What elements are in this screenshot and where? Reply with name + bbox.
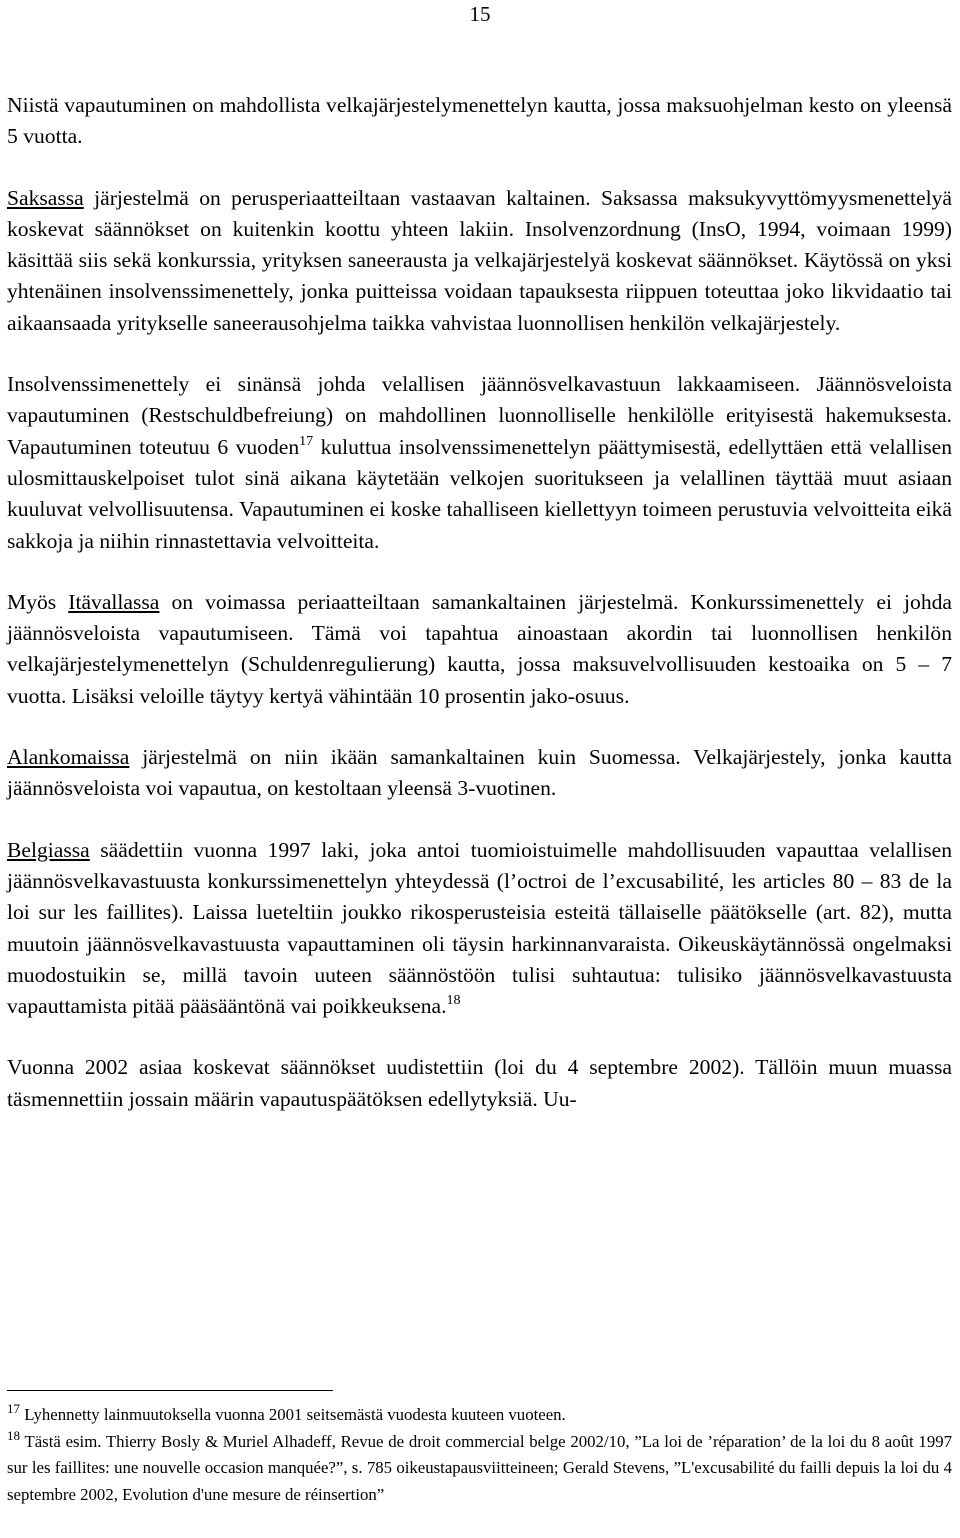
paragraph-residual-debt-text-b: kuluttua insolvenssimenettelyn päättymisestä, edellyttäen että velallisen ulosmittauskelpoiset tulot sinä aikana käytetään velkojen suoritukseen ja velallinen täyttää muut asiaan kuuluvat velvollisuutensa. Vapautuminen ei koske tahalliseen kiellettyyn toimeen perustuvia velvoitteita eikä sakkoja ja niihin rinnastettavia velvoitteita. [7, 434, 952, 553]
country-austria: Itävallassa [68, 589, 160, 614]
document-body [7, 90, 952, 1115]
paragraph-germany [7, 183, 952, 339]
paragraph-netherlands-text: järjestelmä on niin ikään samankaltainen kuin Suomessa. Velkajärjestely, jonka kautta jäännösveloista voi vapautua, on kestoltaan yleensä 3-vuotinen. [7, 745, 952, 801]
country-belgium: Belgiassa [7, 837, 90, 862]
paragraph-austria [7, 587, 952, 712]
footnote-ref-18: 18 [446, 993, 461, 1009]
footnote-number: 18 [7, 1427, 20, 1443]
paragraph-belgium-text: säädettiin vuonna 1997 laki, joka antoi tuomioistuimelle mahdollisuuden vapauttaa velallisen jäännösvelkavastuusta konkurssimenettelyn yhteydessä (l’octroi de l’excusabilité, les articles 80 – 83 de la loi sur les faillites). Laissa lueteltiin joukko rikosperusteisia esteitä tällaiselle päätökselle (art. 82), mutta muutoin jäännösvelkavastuusta vapauttaminen oli täysin harkinnanvaraista. Oikeuskäytännössä ongelmaksi muodostuikin se, millä tavoin uuteen säännöstöön tulisi suhtautua: tulisiko jäännösvelkavastuusta vapauttamista pitää pääsääntönä vai poikkeuksena. [7, 837, 952, 1019]
footnotes [7, 1402, 952, 1508]
footnote-number: 17 [7, 1401, 20, 1416]
footnote-separator [7, 1390, 333, 1391]
country-germany: Saksassa [7, 185, 84, 210]
country-netherlands: Alankomaissa [7, 745, 130, 770]
footnote-17 [7, 1402, 952, 1429]
paragraph-2002-reform: Vuonna 2002 asiaa koskevat säännökset uudistettiin (loi du 4 septembre 2002). Tällöin muun muassa täsmennettiin jossain määrin vapautuspäätöksen edellytyksiä. Uu- [7, 1055, 952, 1111]
footnote-text: Tästä esim. Thierry Bosly & Muriel Alhadeff, Revue de droit commercial belge 2002/10, ”La loi de ’réparation’ de la loi du 8 août 1997 sur les faillites: une nouvelle occasion manquée?”, s. 785 oikeustapausviitteineen; Gerald Stevens, ”L'excusabilité du failli depuis la loi du 4 septembre 2002, Evolution d'une mesure de réinsertion” [7, 1431, 952, 1504]
paragraph-residual-debt-text-a: Insolvenssimenettely ei sinänsä johda velallisen jäännösvelkavastuun lakkaamiseen. Jäännösveloista vapautuminen (Restschuldbefreiung) on mahdollinen luonnolliselle henkilölle erityisestä hakemuksesta. Vapautuminen toteutuu 6 vuoden [7, 372, 952, 459]
paragraph-germany-text: järjestelmä on perusperiaatteiltaan vastaavan kaltainen. Saksassa maksukyvyttömyysmenettelyä koskevat säännökset on kuitenkin koottu yhteen lakiin. Insolvenzordnung (InsO, 1994, voimaan 1999) käsittää siis sekä konkurssia, yrityksen saneerausta ja velkajärjestelyä koskevat säännökset. Käytössä on yksi yhtenäinen insolvenssimenettely, jonka puitteissa voidaan tapauksesta riippuen toteuttaa joko likvidaatio tai aikaansaada yritykselle saneerausohjelma taikka vahvistaa luonnollisen henkilön velkajärjestely. [7, 185, 952, 335]
paragraph-austria-prefix: Myös [7, 589, 69, 614]
paragraph-residual-debt [7, 369, 952, 557]
footnote-ref-17: 17 [299, 433, 314, 449]
paragraph-belgium [7, 835, 952, 1023]
paragraph-intro: Niistä vapautuminen on mahdollista velkajärjestelymenettelyn kautta, jossa maksuohjelman kesto on yleensä 5 vuotta. [7, 93, 952, 149]
footnote-18 [7, 1429, 952, 1509]
page-number: 15 [469, 2, 491, 26]
paragraph-austria-text: on voimassa periaatteiltaan samankaltainen järjestelmä. Konkurssimenettely ei johda jäännösveloista vapautumiseen. Tämä voi tapahtua ainoastaan akordin tai luonnollisen henkilön velkajärjestelymenettelyn (Schuldenregulierung) kautta, jossa maksuvelvollisuuden kestoaika on 5 – 7 vuotta. Lisäksi veloille täytyy kertyä vähintään 10 prosentin jako-osuus. [7, 589, 952, 708]
footnote-text: Lyhennetty lainmuutoksella vuonna 2001 seitsemästä vuodesta kuuteen vuoteen. [20, 1405, 566, 1424]
paragraph-netherlands [7, 742, 952, 805]
